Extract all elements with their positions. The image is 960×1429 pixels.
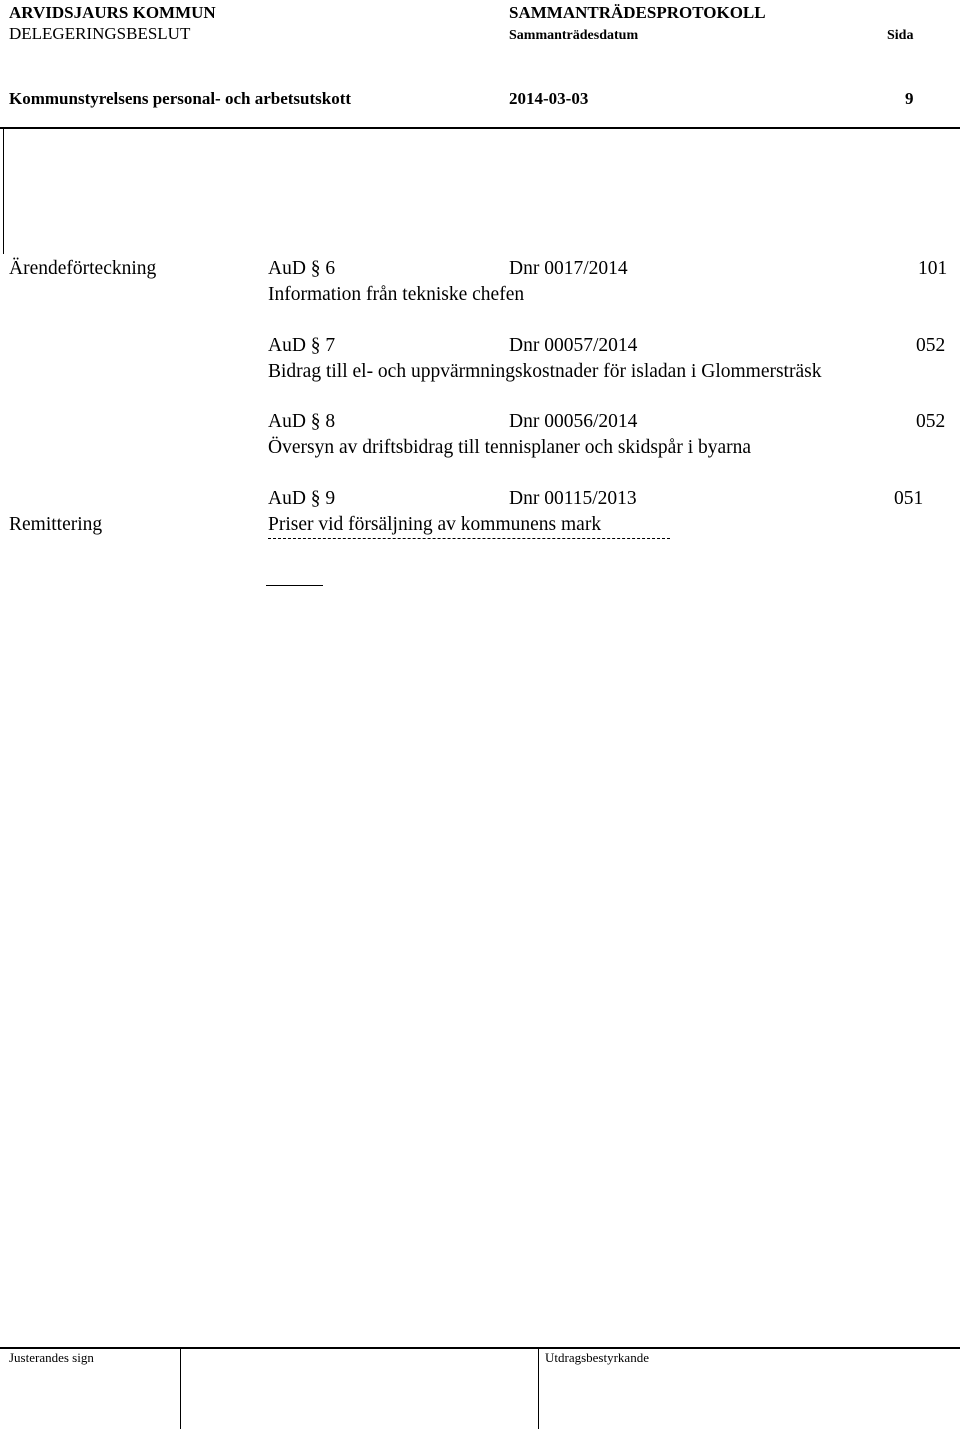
item-ref: AuD § 7 [268, 335, 336, 356]
committee-name: Kommunstyrelsens personal- och arbetsutskott [9, 89, 352, 108]
item-code: 051 [894, 488, 924, 509]
decision-type: DELEGERINGSBESLUT [9, 24, 191, 43]
footer-divider-vertical [180, 1349, 181, 1429]
item-description: Priser vid försäljning av kommunens mark [268, 514, 602, 535]
item-description: Översyn av driftsbidrag till tennisplaner och skidspår i byarna [268, 437, 752, 458]
side-label: Remittering [9, 514, 103, 535]
item-dnr: Dnr 00115/2013 [509, 488, 637, 509]
dashed-separator [268, 538, 670, 539]
page-label: Sida [887, 28, 914, 43]
item-description: Bidrag till el- och uppvärmningskostnader för isladan i Glommersträsk [268, 361, 822, 382]
item-description: Information från tekniske chefen [268, 284, 525, 305]
section-label: Ärendeförteckning [9, 258, 157, 279]
end-rule [266, 585, 323, 586]
item-code: 101 [918, 258, 948, 279]
excerpt-label: Utdragsbestyrkande [545, 1350, 649, 1365]
item-dnr: Dnr 00057/2014 [509, 335, 638, 356]
item-ref: AuD § 8 [268, 411, 336, 432]
protocol-title: SAMMANTRÄDESPROTOKOLL [509, 3, 766, 22]
item-ref: AuD § 9 [268, 488, 336, 509]
left-rule [3, 129, 4, 254]
sign-label: Justerandes sign [9, 1350, 94, 1365]
item-code: 052 [916, 335, 946, 356]
page-number: 9 [905, 89, 914, 108]
meeting-date: 2014-03-03 [509, 89, 589, 108]
item-ref: AuD § 6 [268, 258, 336, 279]
footer-divider-vertical [538, 1349, 539, 1429]
municipality-name: ARVIDSJAURS KOMMUN [9, 3, 216, 22]
date-label: Sammanträdesdatum [509, 28, 639, 43]
item-dnr: Dnr 00056/2014 [509, 411, 638, 432]
item-dnr: Dnr 0017/2014 [509, 258, 628, 279]
item-code: 052 [916, 411, 946, 432]
header-divider [0, 127, 960, 129]
footer-divider [0, 1347, 960, 1349]
